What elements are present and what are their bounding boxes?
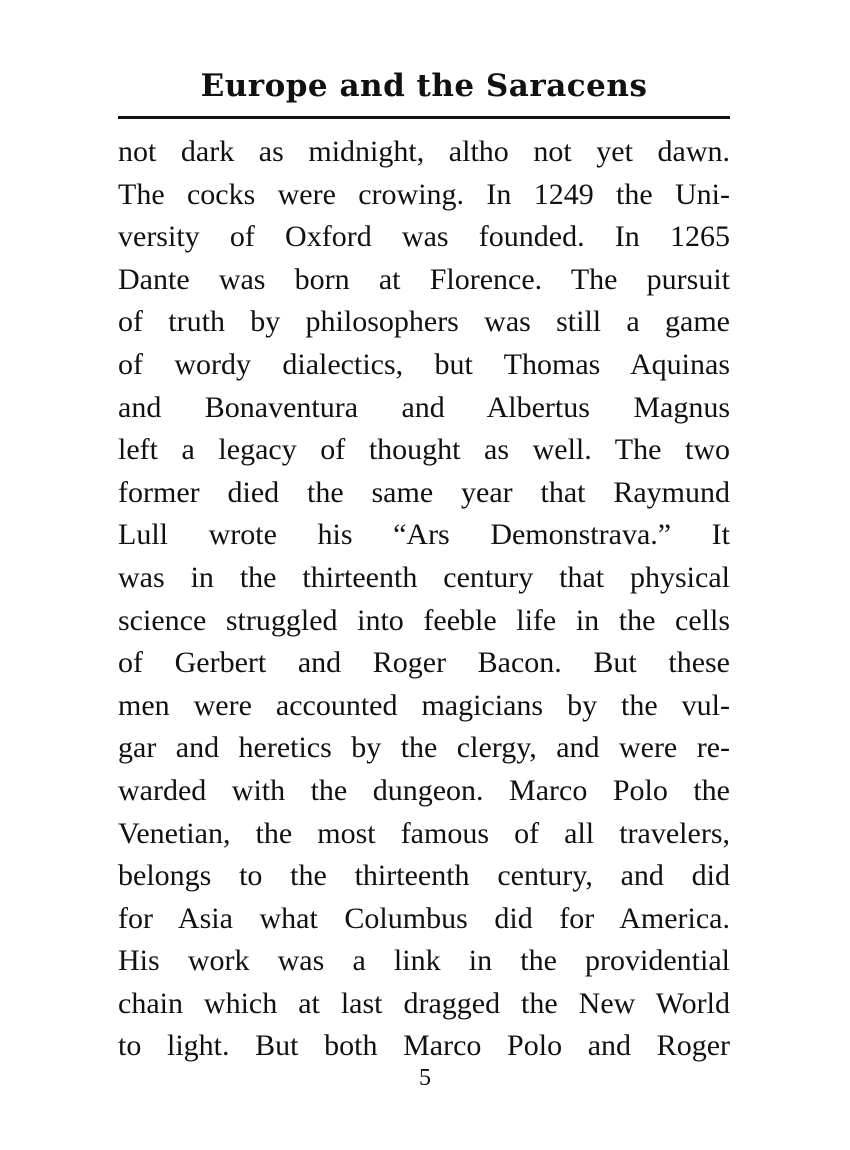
header-rule bbox=[118, 116, 730, 119]
text-line: of wordy dialectics, but Thomas Aquinas bbox=[118, 347, 730, 381]
text-line: not dark as midnight, altho not yet dawn. bbox=[118, 135, 730, 168]
text-line: His work was a link in the providential bbox=[118, 944, 730, 978]
text-line: to light. But both Marco Polo and Roger bbox=[118, 1029, 730, 1063]
text-line: of Gerbert and Roger Bacon. But these bbox=[118, 646, 730, 680]
text-line: belongs to the thirteenth century, and did bbox=[118, 859, 730, 893]
text-line: Venetian, the most famous of all travelers, bbox=[118, 816, 730, 850]
page-number: 5 bbox=[419, 1065, 431, 1091]
text-line: of truth by philosophers was still a game bbox=[118, 305, 730, 339]
text-line: warded with the dungeon. Marco Polo the bbox=[118, 773, 730, 807]
text-line: gar and heretics by the clergy, and were re- bbox=[118, 731, 730, 765]
text-line: former died the same year that Raymund bbox=[118, 475, 730, 509]
text-line: for Asia what Columbus did for America. bbox=[118, 901, 730, 935]
text-line: science struggled into feeble life in the cells bbox=[118, 603, 730, 637]
body-text bbox=[118, 131, 730, 1068]
text-line: Lull wrote his “Ars Demonstrava.” It bbox=[118, 518, 730, 552]
text-line: was in the thirteenth century that physical bbox=[118, 560, 730, 594]
text-line: The cocks were crowing. In 1249 the Uni- bbox=[118, 177, 730, 211]
text-line: chain which at last dragged the New World bbox=[118, 986, 730, 1020]
text-line: men were accounted magicians by the vul- bbox=[118, 688, 730, 722]
text-line: Dante was born at Florence. The pursuit bbox=[118, 262, 730, 296]
text-line: left a legacy of thought as well. The two bbox=[118, 433, 730, 467]
text-line: versity of Oxford was founded. In 1265 bbox=[118, 220, 730, 254]
text-line: and Bonaventura and Albertus Magnus bbox=[118, 390, 730, 424]
running-head: Europe and the Saracens bbox=[200, 68, 648, 104]
